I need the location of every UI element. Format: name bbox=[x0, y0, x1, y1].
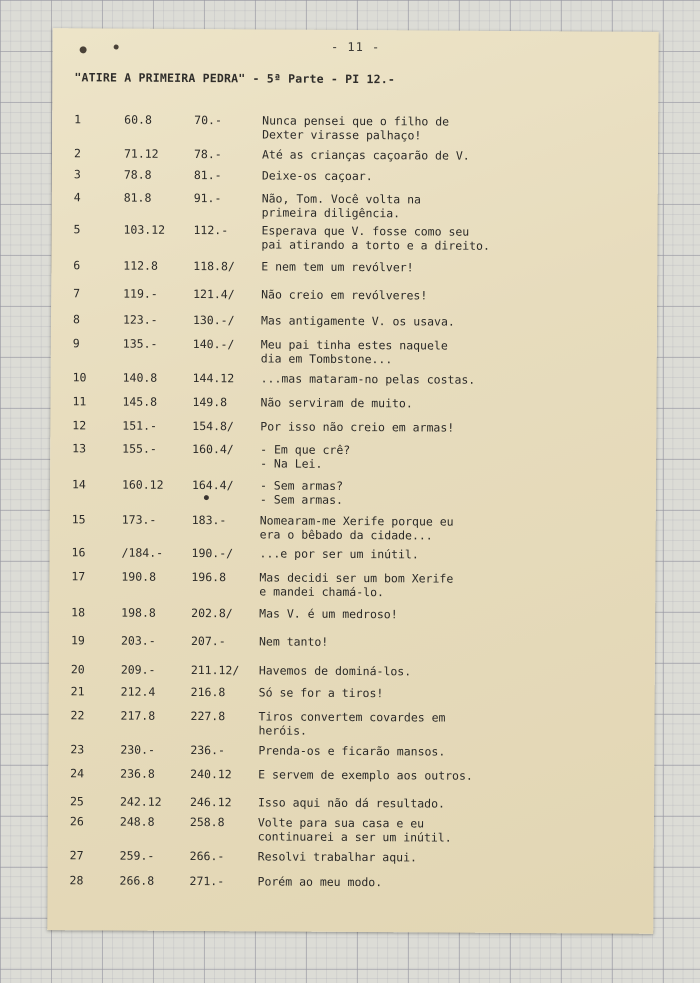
timecode-out: 216.8 bbox=[190, 685, 226, 700]
timecode-out: 236.- bbox=[190, 743, 226, 758]
subtitle-text bbox=[258, 767, 638, 783]
subtitle-line: E nem tem um revólver! bbox=[261, 259, 414, 275]
subtitle-row bbox=[49, 569, 655, 600]
timecode-in: 236.8 bbox=[120, 766, 155, 781]
timecode-in: 81.8 bbox=[123, 190, 152, 205]
subtitle-text bbox=[258, 849, 638, 865]
row-number: 28 bbox=[69, 873, 84, 888]
subtitle-line: pai atirando a torto e a direito. bbox=[261, 237, 490, 253]
timecode-in: 209.- bbox=[120, 662, 156, 677]
subtitle-line: ...mas mataram-no pelas costas. bbox=[260, 371, 476, 387]
timecode-in: 203.- bbox=[120, 633, 156, 648]
row-number: 4 bbox=[73, 190, 81, 205]
row-number: 19 bbox=[70, 633, 85, 648]
subtitle-row bbox=[49, 662, 655, 679]
subtitle-text bbox=[262, 113, 642, 143]
subtitle-row bbox=[49, 633, 655, 649]
timecode-in: 103.12 bbox=[123, 222, 166, 237]
timecode-in: 78.8 bbox=[123, 167, 152, 182]
subtitle-line: Nunca pensei que o filho de bbox=[262, 113, 450, 129]
timecode-out: 266.- bbox=[189, 849, 225, 864]
subtitle-line: - Sem armas? bbox=[259, 478, 344, 493]
subtitle-text bbox=[261, 313, 641, 329]
row-number: 8 bbox=[72, 312, 80, 327]
subtitle-line: Volte para sua casa e eu bbox=[257, 815, 425, 831]
row-number: 9 bbox=[72, 336, 80, 351]
row-number: 17 bbox=[71, 569, 86, 584]
subtitle-line: Deixe-os caçoar. bbox=[261, 168, 373, 184]
timecode-out: 160.4/ bbox=[192, 442, 234, 457]
timecode-in: 248.8 bbox=[119, 814, 155, 829]
timecode-in: 242.12 bbox=[119, 794, 162, 809]
timecode-out: 227.8 bbox=[190, 709, 226, 724]
row-number: 14 bbox=[71, 477, 86, 492]
subtitle-row bbox=[51, 394, 657, 411]
timecode-in: 259.- bbox=[119, 848, 155, 863]
timecode-out: 130.-/ bbox=[192, 313, 235, 328]
timecode-out: 183.- bbox=[191, 513, 227, 528]
subtitle-line: continuarei a ser um inútil. bbox=[257, 829, 452, 845]
timecode-in: /184.- bbox=[121, 545, 164, 560]
subtitle-row bbox=[51, 286, 657, 303]
subtitle-line: Mas decidi ser um bom Xerife bbox=[259, 570, 454, 586]
timecode-out: 207.- bbox=[190, 634, 226, 649]
timecode-out: 154.8/ bbox=[192, 419, 234, 434]
row-number: 20 bbox=[70, 662, 85, 677]
subtitle-text bbox=[260, 513, 640, 543]
page-number: - 11 - bbox=[330, 39, 381, 55]
subtitle-line: Não serviram de muito. bbox=[260, 395, 413, 411]
timecode-out: 149.8 bbox=[192, 395, 228, 410]
subtitle-text bbox=[258, 743, 638, 759]
subtitle-line: ...e por ser um inútil. bbox=[259, 546, 419, 562]
subtitle-text bbox=[259, 570, 639, 600]
subtitle-row bbox=[50, 477, 656, 507]
subtitle-row bbox=[51, 370, 657, 387]
row-number: 10 bbox=[72, 370, 87, 385]
subtitle-row bbox=[51, 312, 657, 329]
subtitle-line: Só se for a tiros! bbox=[258, 685, 384, 701]
subtitle-row bbox=[52, 112, 658, 143]
row-number: 15 bbox=[71, 512, 86, 527]
timecode-out: 164.4/ bbox=[191, 478, 234, 493]
row-number: 16 bbox=[71, 545, 86, 560]
subtitle-text bbox=[261, 287, 641, 303]
row-number: 26 bbox=[69, 814, 84, 829]
timecode-in: 145.8 bbox=[122, 394, 158, 409]
subtitle-text bbox=[262, 191, 642, 221]
subtitle-row bbox=[50, 545, 656, 562]
subtitle-row bbox=[48, 814, 654, 845]
timecode-in: 151.- bbox=[122, 418, 158, 433]
timecode-out: 140.-/ bbox=[192, 337, 235, 352]
typed-page bbox=[47, 28, 658, 934]
timecode-out: 240.12 bbox=[190, 767, 232, 782]
subtitle-line: Havemos de dominá-los. bbox=[258, 663, 412, 679]
subtitle-text bbox=[261, 337, 641, 367]
subtitle-row bbox=[48, 848, 654, 865]
subtitle-line: - Sem armas. bbox=[259, 492, 344, 507]
subtitle-row bbox=[50, 512, 656, 543]
subtitle-row bbox=[52, 167, 658, 184]
timecode-in: 123.- bbox=[122, 312, 158, 327]
subtitle-line: Mas antigamente V. os usava. bbox=[260, 313, 455, 329]
subtitle-text bbox=[260, 395, 640, 411]
subtitle-line: Nem tanto! bbox=[258, 634, 329, 649]
row-number: 2 bbox=[73, 146, 81, 161]
timecode-in: 140.8 bbox=[122, 370, 158, 385]
timecode-in: 155.- bbox=[122, 441, 157, 456]
subtitle-text bbox=[262, 147, 642, 163]
timecode-out: 211.12/ bbox=[190, 663, 240, 678]
timecode-out: 196.8 bbox=[191, 570, 227, 585]
subtitle-line: e mandei chamá-lo. bbox=[259, 584, 384, 600]
row-number: 1 bbox=[74, 112, 82, 127]
subtitle-line: Isso aqui não dá resultado. bbox=[257, 795, 446, 811]
timecode-in: 173.- bbox=[121, 512, 157, 527]
timecode-in: 135.- bbox=[122, 336, 158, 351]
subtitle-text bbox=[261, 223, 641, 253]
row-number: 25 bbox=[69, 794, 84, 809]
timecode-in: 119.- bbox=[123, 286, 158, 301]
subtitle-line: Não creio em revólveres! bbox=[261, 287, 428, 303]
row-number: 3 bbox=[73, 167, 81, 182]
subtitle-row bbox=[50, 441, 656, 471]
timecode-in: 160.12 bbox=[121, 477, 164, 492]
subtitle-text bbox=[262, 168, 642, 184]
row-number: 5 bbox=[73, 222, 81, 237]
subtitle-row bbox=[51, 336, 657, 367]
subtitle-text bbox=[260, 478, 640, 508]
subtitle-row bbox=[52, 146, 658, 163]
subtitle-line: Meu pai tinha estes naquele bbox=[260, 337, 448, 353]
timecode-in: 60.8 bbox=[124, 112, 152, 127]
timecode-out: 78.- bbox=[193, 147, 222, 162]
subtitle-text bbox=[259, 663, 639, 679]
subtitle-text bbox=[261, 259, 641, 275]
subtitle-row bbox=[49, 708, 655, 738]
subtitle-row bbox=[49, 684, 655, 701]
subtitle-line: Tiros convertem covardes em bbox=[258, 709, 446, 725]
subtitle-line: Dexter virasse palhaço! bbox=[262, 127, 422, 143]
subtitle-text bbox=[259, 634, 639, 650]
subtitle-line: Mas V. é um medroso! bbox=[259, 606, 398, 622]
subtitle-text bbox=[258, 815, 638, 845]
timecode-in: 190.8 bbox=[121, 569, 157, 584]
subtitle-line: Nomearam-me Xerife porque eu bbox=[259, 513, 454, 529]
subtitle-row bbox=[48, 873, 654, 890]
timecode-out: 81.- bbox=[193, 168, 222, 183]
timecode-out: 70.- bbox=[194, 113, 222, 128]
timecode-in: 198.8 bbox=[121, 605, 156, 620]
subtitle-text bbox=[258, 709, 638, 739]
subtitle-row bbox=[48, 742, 654, 759]
subtitle-line: - Em que crê? bbox=[260, 442, 351, 457]
subtitle-row bbox=[48, 766, 654, 783]
timecode-in: 266.8 bbox=[119, 873, 155, 888]
subtitle-text bbox=[258, 795, 638, 811]
subtitle-line: dia em Tombstone... bbox=[260, 351, 393, 367]
subtitle-text bbox=[260, 442, 640, 472]
document-header: "ATIRE A PRIMEIRA PEDRA" - 5ª Parte - PI 12.- bbox=[74, 70, 396, 87]
subtitle-line: Porém ao meu modo. bbox=[257, 874, 383, 890]
row-number: 24 bbox=[70, 766, 85, 781]
subtitle-text bbox=[258, 874, 638, 890]
row-number: 11 bbox=[72, 394, 87, 409]
subtitle-line: Por isso não creio em armas! bbox=[260, 419, 455, 435]
subtitle-line: heróis. bbox=[258, 723, 307, 738]
row-number: 21 bbox=[70, 684, 85, 699]
timecode-out: 190.-/ bbox=[191, 546, 234, 561]
row-number: 13 bbox=[72, 441, 87, 456]
subtitle-text bbox=[260, 546, 640, 562]
subtitle-text bbox=[259, 606, 639, 622]
subtitle-line: Esperava que V. fosse como seu bbox=[261, 223, 470, 239]
timecode-out: 118.8/ bbox=[193, 259, 235, 274]
timecode-in: 212.4 bbox=[120, 684, 156, 699]
timecode-out: 144.12 bbox=[192, 371, 235, 386]
timecode-in: 112.8 bbox=[123, 258, 158, 273]
timecode-in: 71.12 bbox=[123, 146, 159, 161]
subtitle-line: Não, Tom. Você volta na bbox=[261, 191, 422, 207]
timecode-out: 258.8 bbox=[189, 815, 225, 830]
subtitle-row bbox=[51, 258, 657, 275]
subtitle-text bbox=[261, 371, 641, 387]
subtitle-text bbox=[260, 419, 640, 435]
timecode-in: 217.8 bbox=[120, 708, 156, 723]
ink-dot bbox=[204, 495, 209, 500]
subtitle-row bbox=[52, 222, 658, 253]
row-number: 12 bbox=[72, 418, 87, 433]
timecode-out: 121.4/ bbox=[193, 287, 235, 302]
row-number: 27 bbox=[69, 848, 84, 863]
subtitle-text bbox=[259, 685, 639, 701]
timecode-out: 271.- bbox=[189, 874, 225, 889]
subtitle-line: - Na Lei. bbox=[260, 456, 323, 471]
subtitle-row bbox=[52, 190, 658, 221]
timecode-out: 91.- bbox=[193, 191, 222, 206]
timecode-out: 112.- bbox=[193, 223, 229, 238]
row-number: 6 bbox=[73, 258, 81, 273]
timecode-out: 246.12 bbox=[189, 795, 232, 810]
subtitle-line: Até as crianças caçoarão de V. bbox=[261, 147, 470, 163]
row-number: 22 bbox=[70, 708, 85, 723]
timecode-out: 202.8/ bbox=[191, 606, 233, 621]
row-number: 7 bbox=[73, 286, 81, 301]
subtitle-row bbox=[49, 605, 655, 622]
row-number: 23 bbox=[70, 742, 85, 757]
subtitle-line: primeira diligência. bbox=[261, 205, 401, 221]
row-number: 18 bbox=[71, 605, 86, 620]
subtitle-row bbox=[48, 794, 654, 811]
subtitle-row bbox=[50, 418, 656, 435]
subtitle-line: E servem de exemplo aos outros. bbox=[258, 767, 473, 783]
subtitle-line: Resolvi trabalhar aqui. bbox=[257, 849, 417, 865]
subtitle-line: era o bêbado da cidade... bbox=[259, 527, 433, 543]
subtitle-line: Prenda-os e ficarão mansos. bbox=[258, 743, 446, 759]
timecode-in: 230.- bbox=[120, 742, 156, 757]
